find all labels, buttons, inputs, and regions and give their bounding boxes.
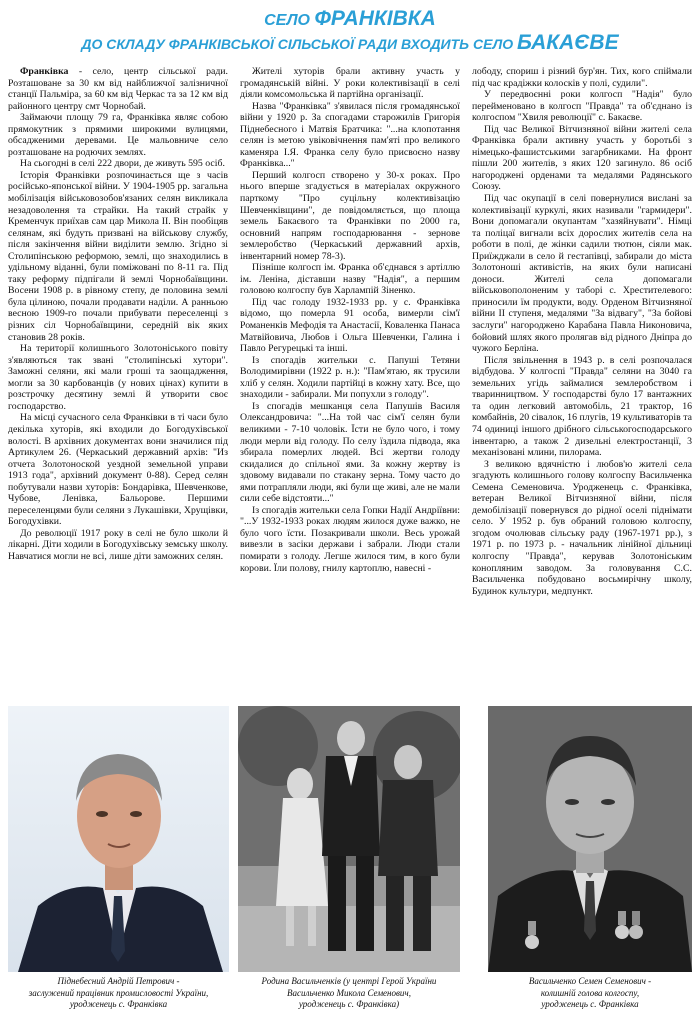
article-paragraph: [240, 101, 460, 170]
caption-line: уродженець с. Франківка): [298, 999, 400, 1009]
village-title-prefix: СЕЛО: [264, 12, 315, 29]
paragraph-text: лободу, спориш і різний бур'ян. Тих, кого спіймали під час крадіжки колосків у полі, судили".: [472, 66, 692, 89]
council-subtitle: [0, 32, 700, 55]
paragraph-lead: Франківка: [20, 66, 69, 77]
paragraph-text: На сьогодні в селі 222 двори, де живуть 595 осіб.: [20, 158, 225, 170]
caption-line: Васильченко Микола Семенович,: [287, 987, 411, 998]
article-column-1: [8, 66, 228, 701]
article-paragraph: [8, 170, 228, 343]
paragraph-text: Під час окупації в селі повернулися висланi за колективізації куркулі, яких називали "гармидери". Вони допомагали окупантам "хазяйнувати". Німці та поліцаї вигнали всіх дорослих жителів села на роботи в полі, де жінки садили тютюн, сіяли мак. Приїжджали в село й гестапівці, забирали до міста Золотоноші активістів, на яких були написані доноси. Жителі села допомагали військовополоненим у таборі с. Хрестителевого: приносили їм продукти, воду. Орденом Вітчизняної війни II ступеня, медалями "За відвагу", "За бойові заслуги" нагороджено Карабана Павла Никоновича, бойовий шлях якого пролягав від рідного Дніпра до чужого Берліна.: [472, 193, 692, 355]
photo-section: [0, 706, 700, 1023]
caption-line: колишній голова колгоспу,: [540, 987, 640, 998]
paragraph-text: У передвоєнні роки колгосп "Надія" було перейменовано в колгосп "Правда" та об'єднано із колгоспом "Хвиля революції" с. Бакаєве.: [472, 89, 692, 124]
paragraph-text: Під час голоду 1932-1933 рр. у с. Франківка відомо, що померла 91 особа, вимерли сім'ї Романенків Мефодія та Анастасії, Коваленка Панаса Матвійовича, Любов і Ольга Шевченки, Галина і Павло Регурецькі та інші.: [240, 296, 460, 355]
second-village-name: БАКАЄВЕ: [517, 31, 619, 54]
article-paragraph: [240, 297, 460, 355]
article-paragraph: [472, 66, 692, 89]
article-paragraph: [8, 158, 228, 170]
paragraph-text: До революції 1917 року в селі не було школи й лікарні. Діти ходили в Богодухівську земську школу. Навчатися могли не всі, лише діти заможних селян.: [8, 527, 228, 562]
paragraph-text: Перший колгосп створено у 30-х роках. Про нього вперше згадується в матеріалах окружного парткому "Про суцільну колективізацію Шевченківщини", де повідомляється, що площа земель Бакаєвого та Франківки по 2000 га, основний напрям господарювання - зернове землеробство (Черкаський державний архів, інвентарний номер 78-3).: [240, 169, 460, 262]
article-paragraph: [240, 262, 460, 297]
caption-vasylchenko-family: [238, 976, 460, 1011]
article-paragraph: [240, 401, 460, 505]
article-paragraph: [8, 343, 228, 412]
article-paragraph: [240, 66, 460, 101]
paragraph-text: На території колишнього Золотоніського повіту з'являються так звані "столипінські хутори". Заможні селяни, які мали гроші та заощадження, могли за 30 карбованців (у нових цінах) купити в розстрочку десятину землі й утворити своє господарство.: [8, 343, 228, 412]
caption-line: уродженець с. Франківка: [541, 999, 639, 1009]
paragraph-text: Із спогадів мешканця села Папушів Василя Олександровича: "...На той час сім'ї селян були великими - 7-10 чоловік. Їсти не було чого, і тому люди мерли від голоду. По селу їздила підвода, яка збирала померлих людей. Всі жертви голоду скидалися до спільної ями. За кожну жертву із здовому видавали по стакану зерна. Тому часто до ями потрапляли люди, які були ще живі, але не мали сили себе відстояти...": [240, 400, 460, 505]
caption-line: Васильченко Семен Семенович -: [528, 976, 652, 986]
article-paragraph: [240, 505, 460, 574]
village-name: ФРАНКІВКА: [314, 7, 436, 30]
article-paragraph: [472, 124, 692, 193]
paragraph-text: На місці сучасного села Франківки в ті часи було декілька хуторів, які входили до Богодухівської волості. В архівних документах вони значилися під Артикулем 26. (Черкаський державний архів: "Из отчета Золотоноской уездной земельной управи 1913 года", архівний документ 0-88). Серед селян побутували назви хуторів: Бондарівка, Шевченкове, Чубове, Ленівка, Бальорове. Першими переселенцями були селяни з Лукашівки, Хрущівки, Богодухівки.: [8, 412, 228, 528]
article-paragraph: [240, 170, 460, 262]
article-body: [8, 66, 692, 701]
paragraph-text: Із спогадів жительки с. Папуші Тетяни Володимирівни (1922 р. н.): "Пам'ятаю, як трусили хліб у селян. Ходили партійці в кожну хату. Все, що знаходили - забирали. Ми попухли з голоду".: [240, 354, 460, 401]
article-paragraph: [472, 355, 692, 459]
article-column-2: [240, 66, 460, 701]
portrait-photo-vasylchenko-semen: [488, 706, 692, 972]
paragraph-text: Після звільнення в 1943 р. в селі розпочалася відбудова. У колгоспі "Правда" селяни на 3040 га земельних угідь займалися землеробством і тваринництвом. У господарстві було 17 вантажних та один легковий автомобіль, 21 трактор, 16 комбайнів, 20 сівалок, 16 плугів, 19 культиваторів та 74 одиниці іншого дрібного сільськогосподарського інвентарю, а також 2 дизельні електростанції, 3 механізовані млини, пилорама.: [472, 354, 692, 459]
caption-vasylchenko-semen: [488, 976, 692, 1011]
paragraph-text: Під час Великої Вітчизняної війни жителі села Франківка брали активну участь у боротьбі з німецько-фашистськими загарбниками. На фронт пішли 200 жителів, з яких 120 загинуло. 86 осіб нагороджені орденами та медалями Радянського Союзу.: [472, 123, 692, 193]
caption-pidnebesnyi: [8, 976, 229, 1011]
article-paragraph: [8, 66, 228, 112]
caption-line: Піднебесний Андрій Петрович -: [57, 976, 180, 986]
portrait-photo-pidnebesnyi: [8, 706, 229, 972]
page-header: [0, 8, 700, 55]
article-paragraph: [8, 528, 228, 563]
council-subtitle-prefix: ДО СКЛАДУ ФРАНКІВСЬКОЇ СІЛЬСЬКОЇ РАДИ ВХОДИТЬ СЕЛО: [81, 36, 517, 52]
article-paragraph: [472, 193, 692, 355]
paragraph-text: З великою вдячністю і любов'ю жителі села згадують колишнього голову колгоспу Васильченка Семена Семеновича. Уродженець с. Франківка, ветеран Великої Вітчизняної війни, після демобілізації повернувся до рідної оселі піднімати село. У 1952 р. був обраний головою колгоспу, згодом очолював сільську раду (1967-1971 рр.), з 1971 р. по 1973 р. - начальник лінійної дільниці колгоспу "Правда", керував Золотоніським конопляним заводом. За головування С.С. Васильченка побудовано восьмирічну школу, Будинок культури, медпункт.: [472, 458, 692, 597]
paragraph-text: Пізніше колгосп ім. Франка об'єднався з артіллю ім. Леніна, діставши назву "Надія", а першим головою колгоспу був Харлампій Зіненко.: [240, 262, 460, 297]
family-photo-vasylchenko: [238, 706, 460, 972]
paragraph-text: Жителі хуторів брали активну участь у громадянській війні. У роки колективізації в селі діяли комсомольська й партійна організації.: [240, 66, 460, 101]
paragraph-text: Із спогадів жительки села Гопки Надії Андріївни: "...У 1932-1933 роках людям жилося дуже важко, не було чого їсти. Позакривали школи. Весь урожай вивезли в засіки держави і забрали. Люди стали помирати з голоду. Легше жилося тим, в кого були корови. Їли полову, гнилу картоплю, навесні -: [240, 504, 460, 574]
article-paragraph: [472, 89, 692, 124]
article-paragraph: [8, 412, 228, 527]
paragraph-text: Займаючи площу 79 га, Франківка являє собою прямокутник з прямими широкими вулицями, обсадженими деревами. Це мальовниче село розташоване на родючих землях.: [8, 112, 228, 158]
caption-line: Родина Васильченків (у центрі Герой України: [261, 976, 437, 986]
paragraph-text: - село, центр сільської ради. Розташоване за 30 км від найближчої залізничної станції Пальміра, за 60 км від Черкас та за 12 км від районного центру смт Чорнобай.: [8, 66, 228, 112]
article-column-3: [472, 66, 692, 701]
article-paragraph: [240, 355, 460, 401]
article-paragraph: [472, 459, 692, 598]
caption-line: уродженець с. Франківка: [69, 999, 168, 1009]
paragraph-text: Назва "Франківка" з'явилася після громадянської війни у 1920 р. За спогадами старожилів Григорія Піднебесного і Матвія Братчика: "...на клопотання селян із метою увіковічнення пам'яті про великого каменяра І.Я. Франка селу було присвоєно назву Франківка...": [240, 100, 460, 170]
paragraph-text: Історія Франківки розпочинається ще з часів російсько-японської війни. У 1904-1905 рр. загальна мобілізація військовозобов'язаних селян викликала незадоволення та страйки. На такий страйк у Кременчук приїхав сам цар Микола II. Він пообіцяв селянам, які будуть призвані на військову службу, після закінчення війни виділити землю. Згідно зі Столипінською реформою, землі, що знаходились в удільному віданні, були поміжовані по 8-11 га. Під таку реформу підпігали й землі Чорнобаївщини. Восени 1908 р. в рівному степу, де половина землі була цілиною, почали продавати наділи. А ранньою весною 1909-го почали прибувати переселенці з різних сіл Чорнобаївщини, середній вік яких становив 28 років.: [8, 169, 228, 343]
caption-line: заслужений працівник промисловості України,: [28, 987, 209, 998]
village-title: [0, 8, 700, 32]
article-paragraph: [8, 112, 228, 158]
